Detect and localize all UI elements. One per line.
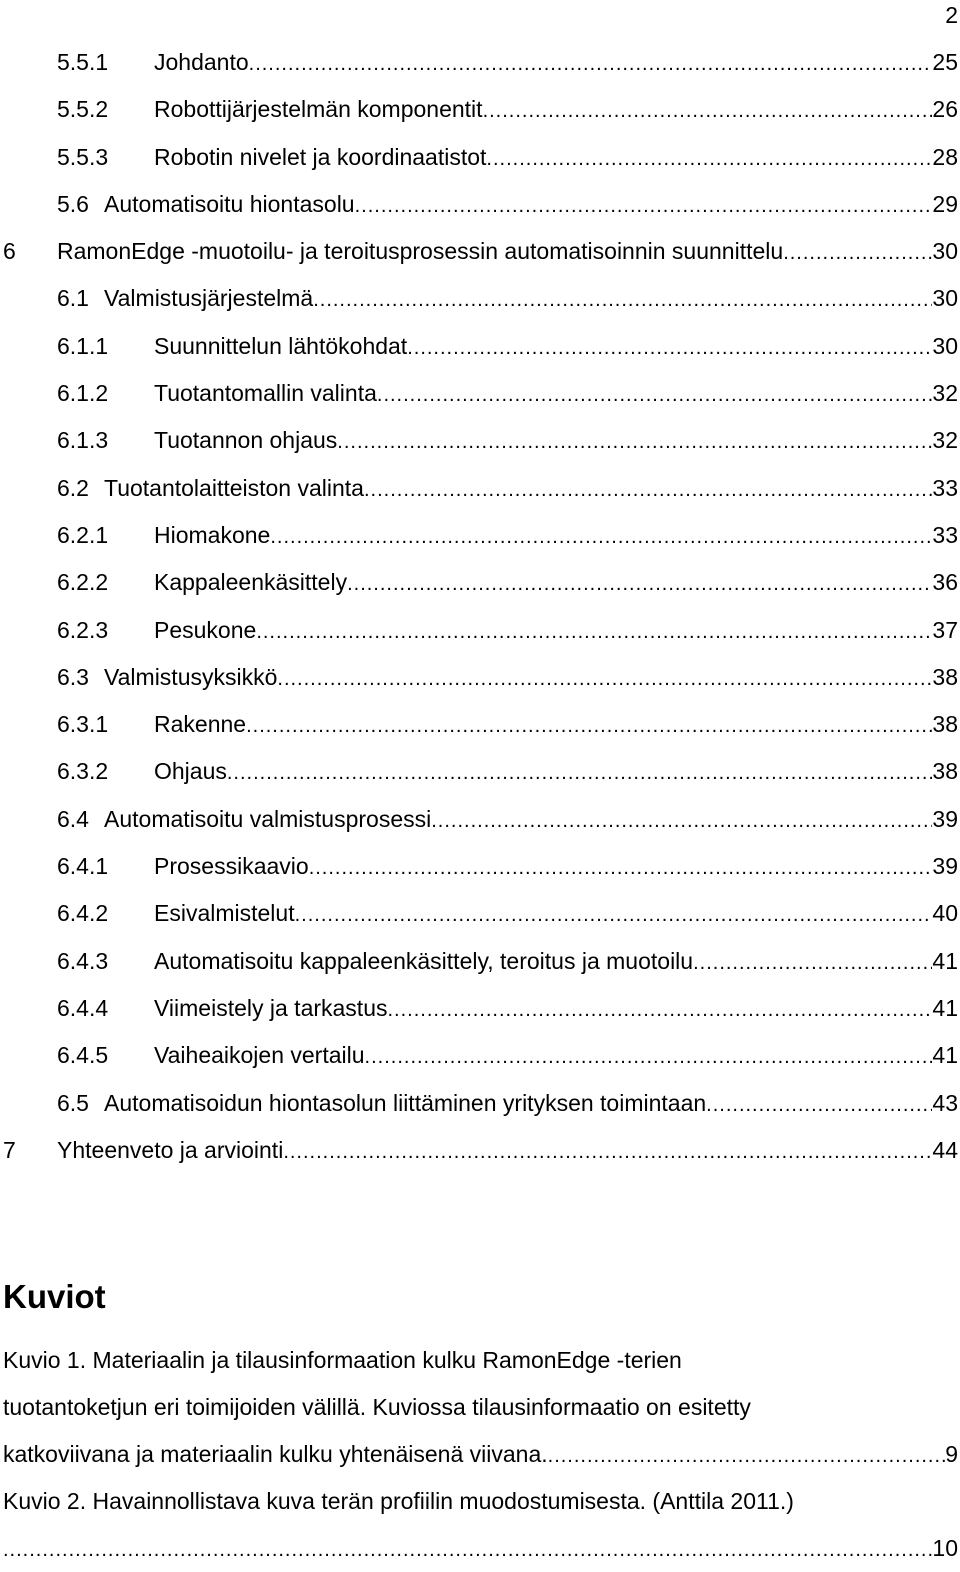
dot-leader: [313, 277, 932, 324]
dot-leader: [249, 41, 933, 88]
figure-entry-line: [3, 1431, 958, 1478]
table-of-contents: [0, 39, 958, 1174]
toc-entry-page: 30: [932, 285, 958, 312]
dot-leader: [283, 1129, 932, 1176]
toc-entry-number: 6.2.1: [57, 521, 109, 548]
toc-entry-title: RamonEdge -muotoilu- ja teroitusprosessin automatisoinnin suunnittelu: [57, 238, 784, 265]
toc-entry-number: 6.4.4: [57, 994, 109, 1021]
dot-leader: [3, 1527, 932, 1572]
dot-leader: [347, 561, 932, 608]
toc-entry-number: 6.3.1: [57, 711, 109, 738]
toc-entry-number: 5.6: [57, 190, 89, 217]
toc-entry-number: 6.4: [57, 805, 89, 832]
toc-entry-title: Automatisoitu kappaleenkäsittely, teroitus ja muotoilu: [154, 947, 694, 974]
dot-leader: [246, 703, 932, 750]
figure-page: 9: [945, 1441, 958, 1467]
toc-entry-page: 33: [932, 521, 958, 548]
toc-entry[interactable]: [0, 559, 958, 606]
toc-entry-title: Tuotantomallin valinta: [154, 380, 377, 407]
toc-entry-page: 30: [932, 238, 958, 265]
toc-entry[interactable]: [0, 748, 958, 795]
toc-entry-page: 38: [932, 711, 958, 738]
toc-entry[interactable]: [0, 1080, 958, 1127]
toc-entry-title: Suunnittelun lähtökohdat: [154, 332, 408, 359]
toc-entry-title: Valmistusjärjestelmä: [104, 285, 314, 312]
toc-entry-page: 43: [932, 1089, 958, 1116]
toc-entry-page: 32: [932, 427, 958, 454]
toc-entry-title: Vaiheaikojen vertailu: [154, 1042, 365, 1069]
dot-leader: [388, 987, 933, 1034]
toc-entry-title: Viimeistely ja tarkastus: [154, 994, 388, 1021]
toc-entry-number: 6.1.2: [57, 380, 109, 407]
toc-entry-page: 32: [932, 380, 958, 407]
figure-caption-text: Kuvio 1. Materiaalin ja tilausinformaation kulku RamonEdge -terien: [3, 1347, 682, 1373]
figure-entry-line[interactable]: [3, 1337, 958, 1384]
toc-entry-page: 26: [932, 96, 958, 123]
dot-leader: [355, 183, 933, 230]
toc-entry[interactable]: [0, 228, 958, 275]
toc-entry-title: Ohjaus: [154, 758, 227, 785]
dot-leader: [431, 798, 932, 845]
toc-entry-number: 6.4.1: [57, 853, 109, 880]
dot-leader: [486, 136, 932, 183]
dot-leader: [337, 419, 932, 466]
toc-entry[interactable]: [0, 938, 958, 985]
toc-entry[interactable]: [0, 181, 958, 228]
toc-entry-number: 6.1.1: [57, 332, 109, 359]
toc-entry-number: 5.5.3: [57, 143, 109, 170]
toc-entry[interactable]: [0, 607, 958, 654]
toc-entry-page: 41: [932, 994, 958, 1021]
toc-entry-page: 39: [932, 853, 958, 880]
toc-entry-page: 29: [932, 190, 958, 217]
toc-entry-page: 37: [932, 616, 958, 643]
toc-entry-number: 6.3: [57, 663, 89, 690]
toc-entry-number: 5.5.2: [57, 96, 109, 123]
toc-entry-title: Kappaleenkäsittely: [154, 569, 348, 596]
dot-leader: [309, 845, 933, 892]
toc-entry[interactable]: [0, 512, 958, 559]
toc-entry-number: 6.3.2: [57, 758, 109, 785]
toc-entry[interactable]: [0, 796, 958, 843]
toc-entry-page: 44: [932, 1136, 958, 1163]
dot-leader: [227, 750, 933, 797]
page-number: 2: [945, 2, 958, 28]
toc-entry-title: Rakenne: [154, 711, 247, 738]
toc-entry-number: 6.4.5: [57, 1042, 109, 1069]
dot-leader: [548, 1433, 946, 1478]
toc-entry-number: 6.2: [57, 474, 89, 501]
dot-leader: [706, 1082, 932, 1129]
figure-page: 10: [932, 1535, 958, 1561]
figure-entry-line: [3, 1384, 958, 1431]
toc-entry-title: Automatisoidun hiontasolun liittäminen yrityksen toimintaan: [104, 1089, 707, 1116]
dot-leader: [693, 940, 932, 987]
dot-leader: [270, 514, 932, 561]
dot-leader: [256, 609, 932, 656]
toc-entry-title: Esivalmistelut: [154, 900, 295, 927]
toc-entry[interactable]: [0, 985, 958, 1032]
toc-entry-page: 41: [932, 1042, 958, 1069]
toc-entry[interactable]: [0, 39, 958, 86]
toc-entry[interactable]: [0, 370, 958, 417]
toc-entry[interactable]: [0, 323, 958, 370]
figure-caption-text: Kuvio 2. Havainnollistava kuva terän profiilin muodostumisesta. (Anttila 2011.): [3, 1488, 794, 1514]
toc-entry-page: 38: [932, 758, 958, 785]
toc-entry-number: 5.5.1: [57, 49, 109, 75]
toc-entry-title: Robotin nivelet ja koordinaatistot: [154, 143, 487, 170]
toc-entry[interactable]: [0, 465, 958, 512]
toc-entry[interactable]: [0, 1032, 958, 1079]
toc-entry-page: 28: [932, 143, 958, 170]
dot-leader: [365, 1034, 933, 1081]
toc-entry[interactable]: [0, 275, 958, 322]
figures-heading: Kuviot: [3, 1278, 106, 1315]
toc-entry-title: Automatisoitu valmistusprosessi: [104, 805, 432, 832]
toc-entry-title: Automatisoitu hiontasolu: [104, 190, 355, 217]
toc-entry[interactable]: [0, 417, 958, 464]
toc-entry-page: 41: [932, 947, 958, 974]
toc-entry-title: Prosessikaavio: [154, 853, 309, 880]
toc-entry-page: 25: [932, 49, 958, 75]
toc-entry-title: Tuotannon ohjaus: [154, 427, 338, 454]
dot-leader: [295, 892, 933, 939]
figure-caption-text: katkoviivana ja materiaalin kulku yhtenäisenä viivana.: [3, 1441, 548, 1467]
toc-entry[interactable]: [0, 843, 958, 890]
dot-leader: [277, 656, 932, 703]
figure-caption-text: tuotantoketjun eri toimijoiden välillä. Kuviossa tilausinformaatio on esitetty: [3, 1394, 751, 1420]
dot-leader: [483, 88, 933, 135]
toc-entry-title: Johdanto: [154, 49, 249, 75]
toc-entry[interactable]: [0, 701, 958, 748]
toc-entry-title: Tuotantolaitteiston valinta: [104, 474, 364, 501]
toc-entry[interactable]: [0, 654, 958, 701]
toc-entry-number: 6.1.3: [57, 427, 109, 454]
toc-entry-number: 6: [3, 238, 16, 265]
toc-entry[interactable]: [0, 890, 958, 937]
toc-entry-title: Hiomakone: [154, 521, 271, 548]
toc-entry-page: 39: [932, 805, 958, 832]
toc-entry-number: 6.4.2: [57, 900, 109, 927]
toc-entry[interactable]: [0, 1127, 958, 1174]
toc-entry-number: 6.4.3: [57, 947, 109, 974]
dot-leader: [364, 467, 932, 514]
toc-entry-title: Valmistusyksikkö: [104, 663, 278, 690]
toc-entry-page: 30: [932, 332, 958, 359]
toc-entry-title: Robottijärjestelmän komponentit: [154, 96, 483, 123]
toc-entry-page: 38: [932, 663, 958, 690]
toc-entry-page: 36: [932, 569, 958, 596]
toc-entry[interactable]: [0, 86, 958, 133]
toc-entry[interactable]: [0, 134, 958, 181]
toc-entry-page: 40: [932, 900, 958, 927]
dot-leader: [783, 230, 932, 277]
toc-entry-title: Pesukone: [154, 616, 257, 643]
toc-entry-number: 6.1: [57, 285, 89, 312]
dot-leader: [407, 325, 932, 372]
list-of-figures: [3, 1337, 958, 1572]
toc-entry-number: 6.2.2: [57, 569, 109, 596]
toc-entry-number: 7: [3, 1136, 16, 1163]
toc-entry-number: 6.2.3: [57, 616, 109, 643]
figure-entry-line[interactable]: [3, 1478, 958, 1525]
toc-entry-page: 33: [932, 474, 958, 501]
dot-leader: [377, 372, 933, 419]
figure-entry-line: [3, 1525, 958, 1572]
toc-entry-number: 6.5: [57, 1089, 89, 1116]
toc-entry-title: Yhteenveto ja arviointi: [57, 1136, 284, 1163]
